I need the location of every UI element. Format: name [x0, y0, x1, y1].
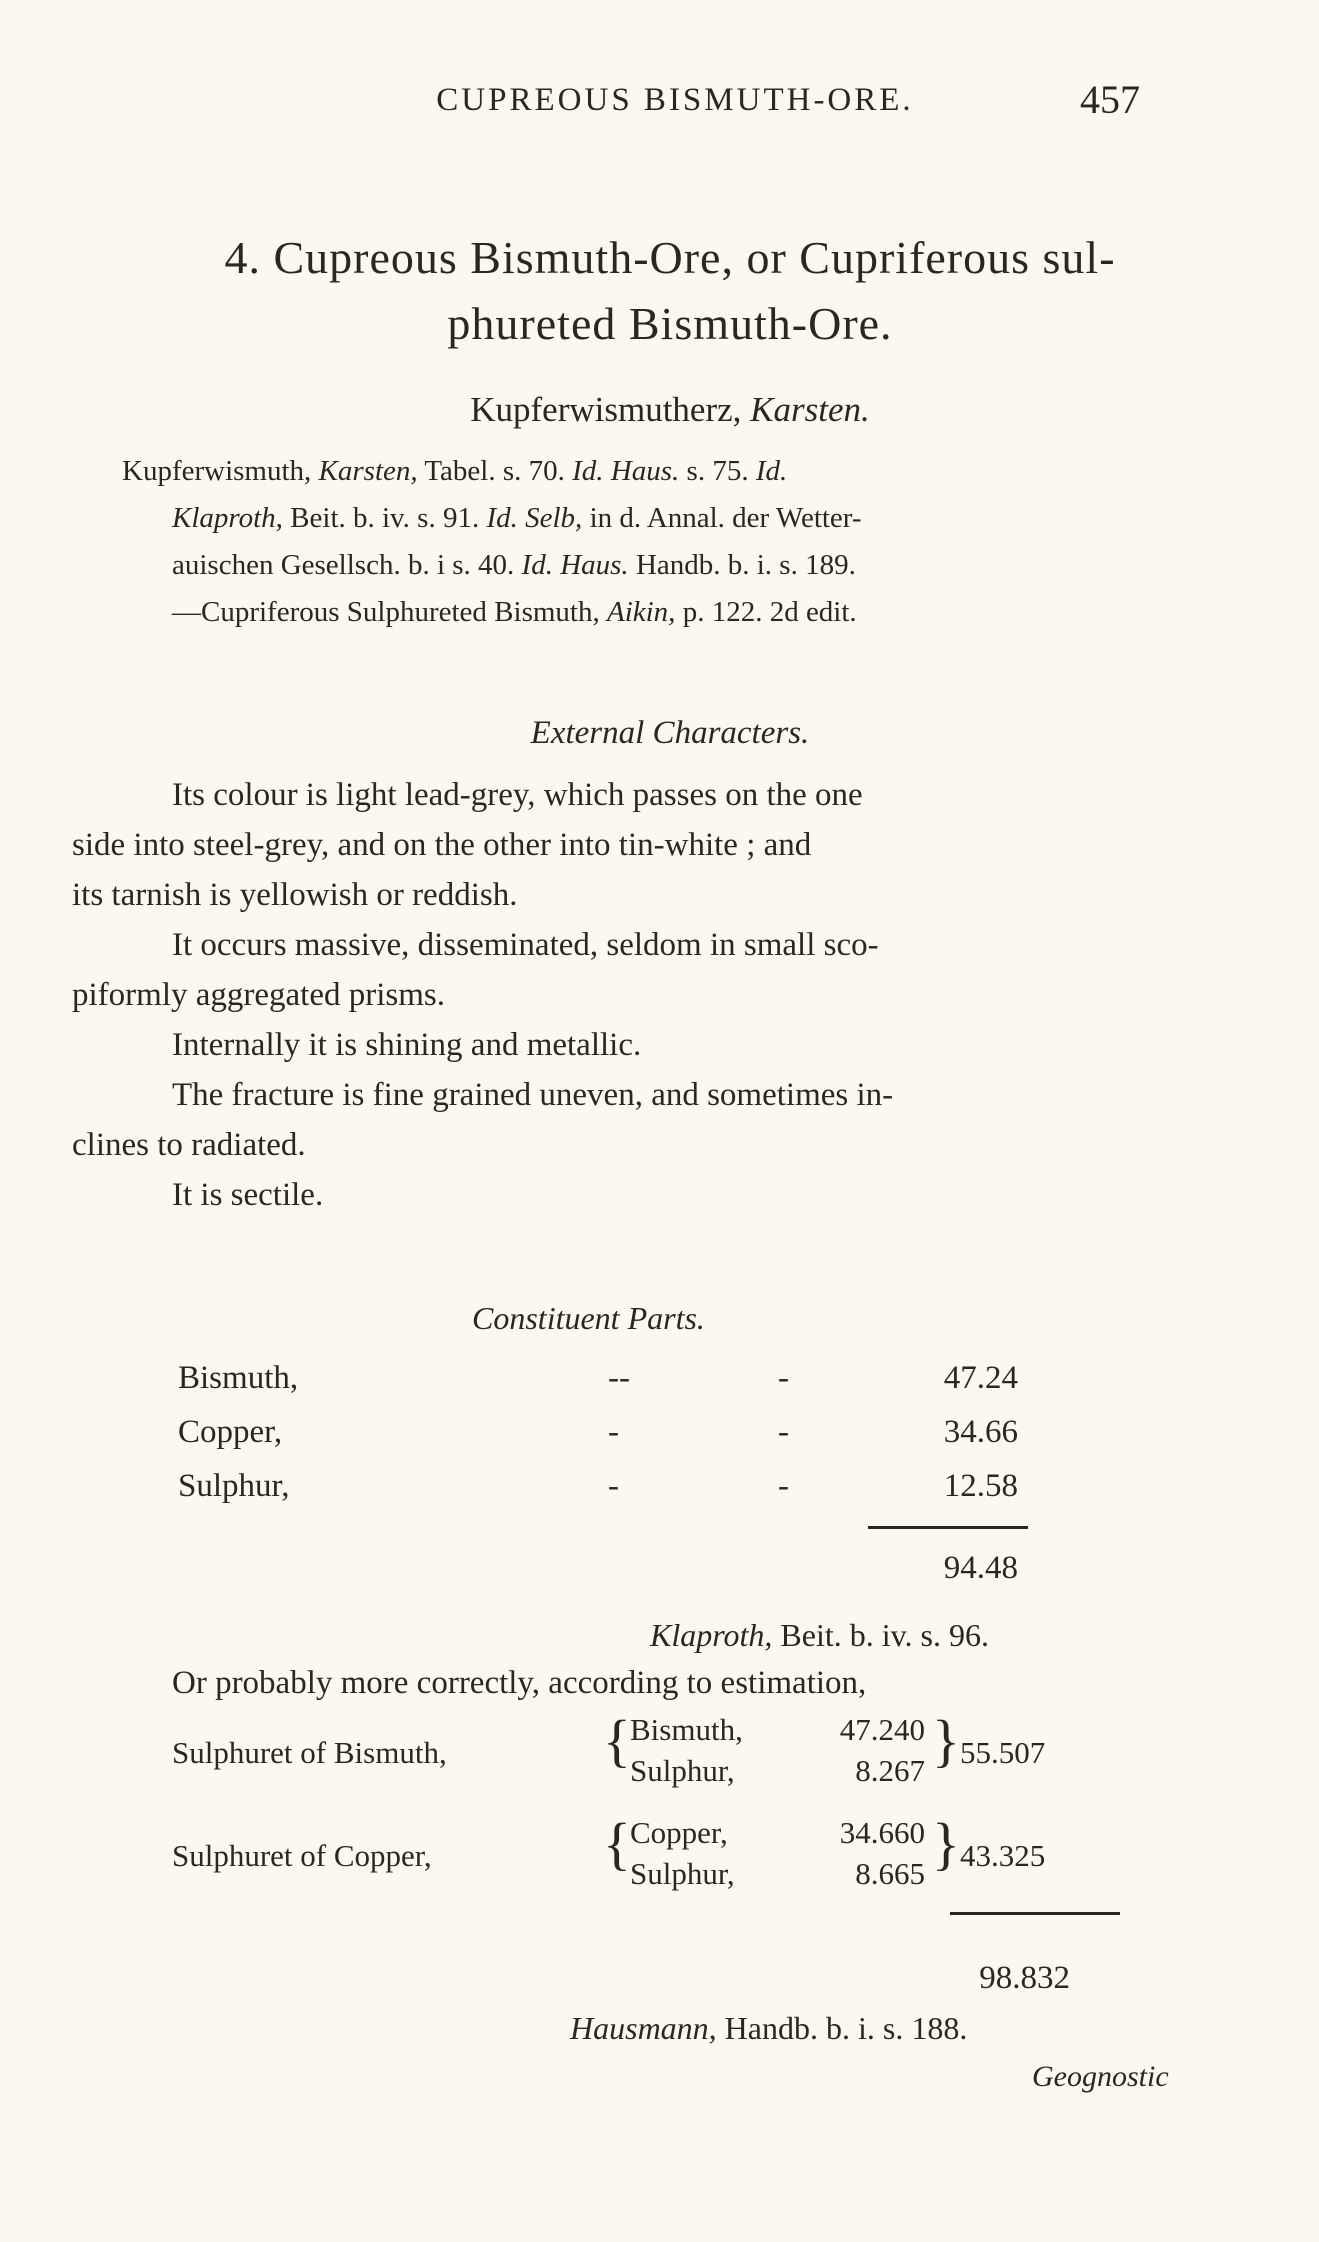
paragraph-occurrence: It occurs massive, disseminated, seldom in small sco- piformly aggregated prisms.: [72, 927, 879, 1013]
paragraph-sectile: It is sectile.: [172, 1177, 324, 1213]
sulphur-item-value: 8.267: [855, 1753, 925, 1788]
sulphuret-of-copper-sum: 43.325: [960, 1838, 1046, 1873]
sulphuret-of-bismuth-label: Sulphuret of Bismuth,: [172, 1735, 447, 1770]
sulphur-item: Sulphur,: [630, 1856, 735, 1891]
page-number: 457: [1080, 77, 1140, 122]
synonymy-line-1: Kupferwismuth, Karsten, Tabel. s. 70. Id. Haus. s. 75. Id.: [122, 455, 788, 487]
paragraph-fracture: The fracture is fine grained uneven, and sometimes in- clines to radiated.: [72, 1077, 894, 1163]
synonymy-line-2: Klaproth, Beit. b. iv. s. 91. Id. Selb, in d. Annal. der Wetter-: [172, 502, 862, 534]
section-title: [170, 225, 1170, 357]
catchword: Geognostic: [1032, 2060, 1169, 2093]
synonymy-line-3: auischen Gesellsch. b. i s. 40. Id. Haus. Handb. b. i. s. 189.: [172, 549, 856, 581]
book-page: CUPREOUS BISMUTH-ORE. 457 4. Cupreous Bismuth-Ore, or Cupriferous sul- phureted Bismuth-Ore. Kupferwismutherz, Karsten. Kupferwismuth, Karsten, Tabel. s. 70. Id. Haus. s. 75. Id. Klaproth, Beit. b. iv. s. 91. Id. Selb, in d. Annal. der Wetter- auischen Gesellsch. b. i s. 40. Id. Haus. Handb. b. i. s. 189. —Cupriferous Sulphureted Bismuth, Aikin, p. 122. 2d edit. External Characters. Its colour is light lead-grey, which passes on the one side into steel-grey, and on the other into tin-white ; and its tarnish is yellowish or reddish. It occurs massive, disseminated, seldom in small sco- piformly aggregated prisms. Internally it is shining and metallic. The fracture is fine grained uneven, and sometimes in- clines to radiated. It is sectile. Constituent Parts. Bismuth, -- - 47.24 Copper, - - 34.66 Sulphur, - - 12.58 94.48 Klaproth, Beit. b. iv. s. 96. Or probably more correctly, according to estimation, Sulphuret of Bismuth, { Bismuth, 47.240 Sulphur, 8.267 } 55.507 Sulphuret of Copper, { Copper, 34.660 Sulphur, 8.665 } 43.325 98.832 Hausmann, Handb. b. i. s. 188. Geognostic: [0, 0, 1319, 2242]
close-brace: }: [932, 1811, 960, 1876]
constituent-parts-heading: Constituent Parts.: [472, 1300, 705, 1336]
sulphur-item-value: 8.665: [855, 1856, 925, 1891]
paragraph-lustre: Internally it is shining and metallic.: [172, 1027, 642, 1063]
klaproth-reference: Klaproth, Beit. b. iv. s. 96.: [650, 1617, 989, 1653]
paragraph-colour: Its colour is light lead-grey, which passes on the one side into steel-grey, and on the other into tin-white ; and its tarnish is yellowish or reddish.: [72, 777, 863, 913]
running-title: CUPREOUS BISMUTH-ORE.: [436, 82, 914, 118]
section-title-line-2: phureted Bismuth-Ore.: [447, 298, 893, 349]
copper-item-value: 34.660: [839, 1815, 925, 1850]
open-brace: {: [603, 1811, 631, 1876]
estimation-intro: Or probably more correctly, according to estimation,: [172, 1665, 867, 1701]
german-name-text: Kupferwismutherz,: [470, 390, 742, 429]
sum-rule: [950, 1912, 1120, 1915]
close-brace: }: [932, 1708, 960, 1773]
sulphuret-of-bismuth-sum: 55.507: [960, 1735, 1046, 1770]
bismuth-item-value: 47.240: [839, 1712, 925, 1747]
open-brace: {: [603, 1708, 631, 1773]
synonymy-line-4: —Cupriferous Sulphureted Bismuth, Aikin, p. 122. 2d edit.: [172, 596, 857, 628]
estimation-total: 98.832: [979, 1960, 1070, 1996]
external-characters-text: [72, 770, 1197, 1220]
german-name: [170, 390, 1170, 430]
section-title-line-1: 4. Cupreous Bismuth-Ore, or Cupriferous sul-: [224, 232, 1116, 283]
sulphuret-of-copper-label: Sulphuret of Copper,: [172, 1838, 432, 1873]
external-characters-heading: External Characters.: [530, 715, 810, 751]
sum-rule: [868, 1526, 1028, 1529]
german-name-author: Karsten.: [750, 390, 870, 429]
bismuth-item: Bismuth,: [630, 1712, 743, 1747]
sulphur-item: Sulphur,: [630, 1753, 735, 1788]
copper-item: Copper,: [630, 1815, 728, 1850]
constituent-total: 94.48: [943, 1550, 1018, 1586]
synonymy-block: [122, 448, 1197, 636]
hausmann-reference: Hausmann, Handb. b. i. s. 188.: [570, 2010, 968, 2046]
